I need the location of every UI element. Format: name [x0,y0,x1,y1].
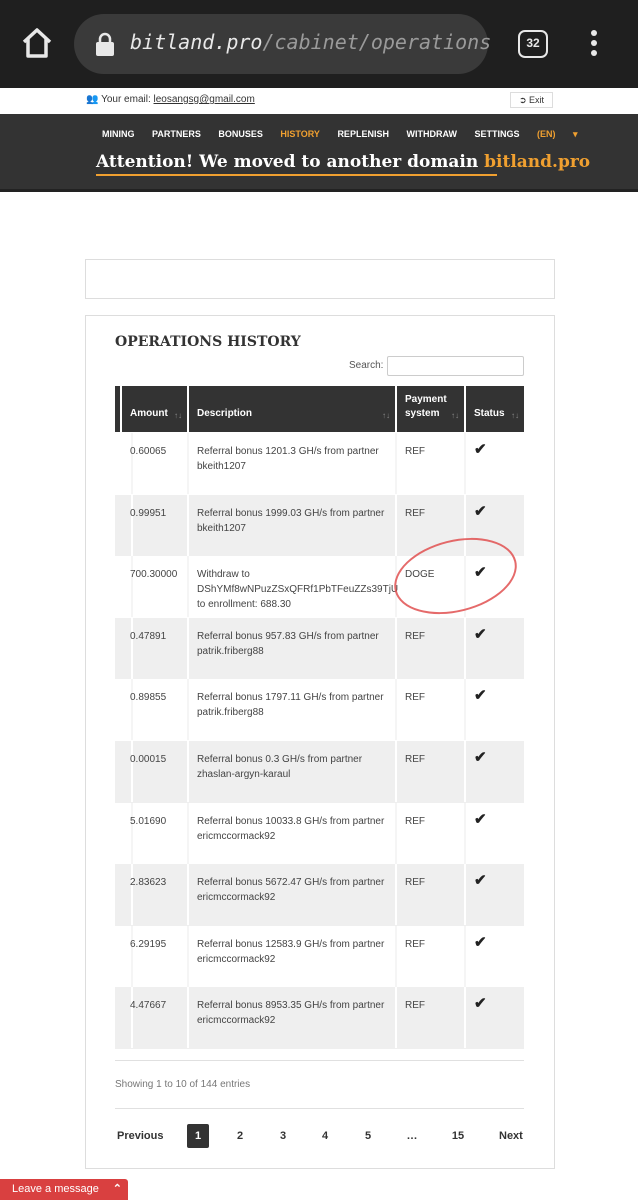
users-icon: 👥 [86,94,99,105]
home-icon[interactable] [20,26,54,60]
nav-menu [102,129,608,140]
language-dropdown[interactable] [537,129,593,139]
pagination [115,1124,524,1148]
amount-cell: 0.00015 [122,741,189,802]
exit-icon: ➲ [518,95,527,105]
overflow-menu-icon[interactable] [588,30,600,58]
amount-cell: 6.29195 [122,926,189,987]
checkmark-icon: ✔ [474,687,487,704]
table-row [115,741,524,803]
checkmark-icon: ✔ [474,441,487,458]
status-cell [466,864,524,925]
payment-system-cell: REF [397,618,466,679]
status-cell [466,987,524,1048]
table-header [115,386,524,432]
leave-message-widget[interactable] [0,1179,128,1200]
table-row [115,803,524,865]
email-link[interactable]: leosangsg@gmail.com [153,94,255,105]
page-ellipsis: … [406,1130,418,1142]
payment-system-cell: REF [397,741,466,802]
search-label: Search: [349,360,384,371]
payment-system-cell: REF [397,433,466,494]
page-button[interactable]: 15 [451,1130,465,1142]
table-row [115,926,524,988]
page-button[interactable]: 3 [279,1130,287,1142]
col-amount-label: Amount [130,408,168,419]
tab-count-button[interactable]: 32 [518,30,548,58]
amount-cell: 0.89855 [122,679,189,740]
divider [115,1060,524,1061]
col-status[interactable] [466,386,524,432]
checkmark-icon: ✔ [474,503,487,520]
amount-cell: 0.99951 [122,495,189,556]
description-cell: Referral bonus 0.3 GH/s from partner zhaslan-argyn-karaul [189,741,397,802]
amount-cell: 0.47891 [122,618,189,679]
sort-icon: ↑↓ [174,411,182,420]
payment-system-cell: REF [397,803,466,864]
chevron-up-icon: ⌃ [112,1183,122,1195]
col-payment-label: Payment system [405,394,447,419]
table-row [115,679,524,741]
description-cell: Referral bonus 5672.47 GH/s from partner ericmccormack92 [189,864,397,925]
table-row [115,618,524,680]
table-row [115,433,524,495]
exit-button[interactable] [510,92,553,108]
next-button[interactable]: Next [499,1130,523,1142]
browser-toolbar [0,0,638,88]
notice-domain[interactable]: bitland.pro [484,152,591,172]
col-status-label: Status [474,408,505,419]
amount-cell: 2.83623 [122,864,189,925]
page-button[interactable]: 2 [236,1130,244,1142]
page-button[interactable]: 5 [364,1130,372,1142]
checkmark-icon: ✔ [474,811,487,828]
user-email [86,94,255,105]
main-nav [0,114,638,192]
col-spacer [115,386,122,432]
status-cell [466,618,524,679]
col-description-label: Description [197,408,253,419]
description-cell: Withdraw to DShYMf8wNPuzZSxQFRf1PbTFeuZZs39TjU to enrollment: 688.30 [189,556,397,617]
nav-item-partners[interactable]: PARTNERS [152,129,201,139]
status-cell [466,741,524,802]
description-cell: Referral bonus 8953.35 GH/s from partner ericmccormack92 [189,987,397,1048]
caret-down-icon: ▾ [573,129,578,139]
checkmark-icon: ✔ [474,934,487,951]
amount-cell: 0.60065 [122,433,189,494]
description-cell: Referral bonus 1201.3 GH/s from partner bkeith1207 [189,433,397,494]
nav-item-replenish[interactable]: REPLENISH [337,129,389,139]
notice-text: Attention! We moved to another domain [96,152,479,172]
page-title: OPERATIONS HISTORY [115,334,301,350]
email-label: Your email: [101,94,151,105]
col-description[interactable] [189,386,397,432]
url-path: /cabinet/operations [262,30,492,54]
lock-icon [94,32,116,56]
checkmark-icon: ✔ [474,995,487,1012]
payment-system-cell: REF [397,495,466,556]
amount-cell: 700.30000 [122,556,189,617]
checkmark-icon: ✔ [474,749,487,766]
search-input[interactable] [387,356,524,376]
nav-item-withdraw[interactable]: WITHDRAW [406,129,457,139]
checkmark-icon: ✔ [474,564,487,581]
nav-item-mining[interactable]: MINING [102,129,135,139]
language-label: (EN) [537,129,556,139]
status-cell [466,433,524,494]
domain-notice [96,152,591,176]
sort-icon: ↑↓ [451,411,459,420]
description-cell: Referral bonus 1999.03 GH/s from partner bkeith1207 [189,495,397,556]
payment-system-cell: REF [397,679,466,740]
description-cell: Referral bonus 1797.11 GH/s from partner patrik.friberg88 [189,679,397,740]
payment-system-cell: REF [397,864,466,925]
previous-button[interactable]: Previous [117,1130,164,1142]
amount-cell: 4.47667 [122,987,189,1048]
nav-item-history[interactable]: HISTORY [280,129,320,139]
status-cell [466,926,524,987]
description-cell: Referral bonus 10033.8 GH/s from partner ericmccormack92 [189,803,397,864]
checkmark-icon: ✔ [474,872,487,889]
description-cell: Referral bonus 957.83 GH/s from partner patrik.friberg88 [189,618,397,679]
amount-cell: 5.01690 [122,803,189,864]
url-host: bitland.pro [130,30,263,54]
address-bar[interactable] [74,14,492,74]
sort-icon: ↑↓ [382,411,390,420]
nav-item-settings[interactable]: SETTINGS [474,129,520,139]
payment-system-cell: REF [397,987,466,1048]
user-bar [0,88,638,114]
table-row [115,987,524,1049]
description-cell: Referral bonus 12583.9 GH/s from partner ericmccormack92 [189,926,397,987]
page-button[interactable]: 4 [321,1130,329,1142]
sort-icon: ↑↓ [511,411,519,420]
empty-panel [85,259,555,299]
status-cell [466,679,524,740]
checkmark-icon: ✔ [474,626,487,643]
divider [115,1108,524,1109]
table-row [115,864,524,926]
leave-message-label: Leave a message [12,1183,99,1195]
payment-system-cell: REF [397,926,466,987]
nav-item-bonuses[interactable]: BONUSES [218,129,263,139]
col-payment-system[interactable] [397,386,466,432]
entries-info: Showing 1 to 10 of 144 entries [115,1079,251,1090]
status-cell [466,803,524,864]
url-text [130,30,491,54]
page-button-current[interactable]: 1 [187,1124,209,1148]
payment-system-cell: DOGE [397,556,466,617]
exit-label: Exit [529,95,545,105]
col-amount[interactable] [122,386,189,432]
